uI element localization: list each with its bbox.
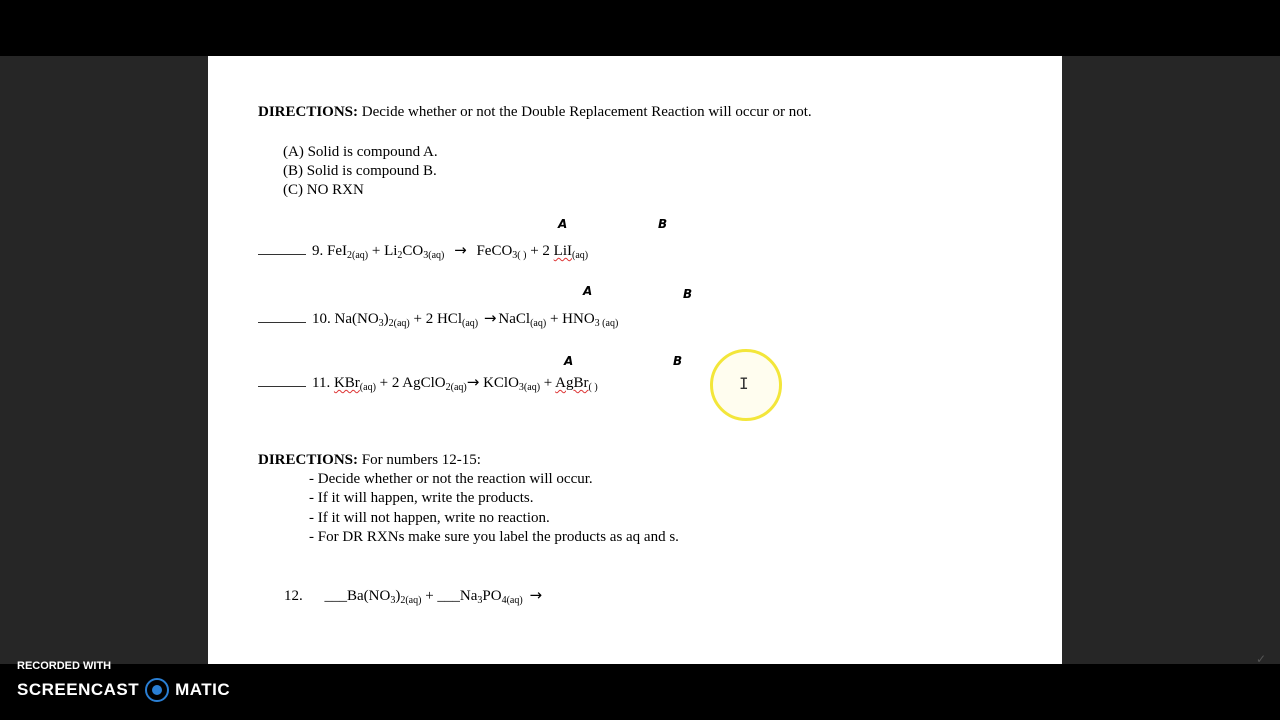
- marker-b-q11: B: [673, 354, 683, 368]
- coefficient-blank-2[interactable]: ___: [437, 588, 460, 604]
- arrow-icon: →: [466, 373, 480, 391]
- marker-b-q10: B: [683, 287, 693, 301]
- arrow-icon: →: [529, 586, 543, 604]
- recorded-with-label: RECORDED WITH: [17, 660, 112, 672]
- bullet-3: - If it will not happen, write no reaction.: [309, 510, 550, 526]
- option-c: (C) NO RXN: [283, 182, 364, 198]
- bullet-4: - For DR RXNs make sure you label the products as aq and s.: [309, 529, 679, 545]
- option-a: (A) Solid is compound A.: [283, 144, 438, 160]
- question-9: 9. $FeI_{2(aq)} + Li_2CO_{3(aq)}$ → FeCO$_{3( )}$ + 2 LiI$_{(aq)}$: [258, 241, 588, 261]
- check-icon: ✓: [1256, 652, 1267, 666]
- directions-2-heading: DIRECTIONS:: [258, 452, 359, 468]
- screencast-matic-logo: SCREENCAST MATIC: [17, 678, 230, 702]
- option-b: (B) Solid is compound B.: [283, 163, 437, 179]
- directions-2: [258, 451, 481, 470]
- record-icon: [145, 678, 169, 702]
- question-10: 10. $Na(NO_3)_{2(aq)} + 2$ HCl$_{(aq)}$ → NaCl$_{(aq)}$ + $HNO_{3 (aq)}$: [258, 309, 618, 329]
- directions-1-heading: DIRECTIONS:: [258, 104, 359, 120]
- directions-1: [258, 103, 812, 122]
- coefficient-blank-1[interactable]: ___: [324, 588, 347, 604]
- bullet-1: - Decide whether or not the reaction will occur.: [309, 471, 593, 487]
- answer-blank-10[interactable]: [258, 321, 306, 323]
- question-12: 12. $\_\_\_Ba(NO_3)_{2(aq)}$ + $\_\_\_Na_3PO_{4(aq)}$ →: [284, 586, 543, 606]
- marker-a-q11: A: [564, 354, 574, 368]
- marker-a-q9: A: [558, 217, 568, 231]
- directions-1-text: Decide whether or not the Double Replacement Reaction will occur or not.: [358, 104, 812, 120]
- directions-2-text: For numbers 12-15:: [358, 452, 481, 468]
- marker-b-q9: B: [658, 217, 668, 231]
- bullet-2: - If it will happen, write the products.: [309, 490, 534, 506]
- text-cursor-icon: I: [739, 374, 749, 393]
- answer-blank-11[interactable]: [258, 385, 306, 387]
- marker-a-q10: A: [583, 284, 593, 298]
- right-margin: [1062, 56, 1280, 664]
- top-letterbox: [0, 0, 1280, 56]
- question-11: 11. KBr$_{(aq)}$ + 2 AgClO$_{2(aq)}$→ KClO$_{3(aq)}$ + AgBr$_{( )}$: [258, 373, 598, 393]
- document-page[interactable]: [208, 56, 1062, 664]
- arrow-icon: →: [483, 309, 497, 327]
- left-margin: [0, 56, 208, 664]
- arrow-icon: →: [454, 241, 467, 259]
- answer-blank-9[interactable]: [258, 253, 306, 255]
